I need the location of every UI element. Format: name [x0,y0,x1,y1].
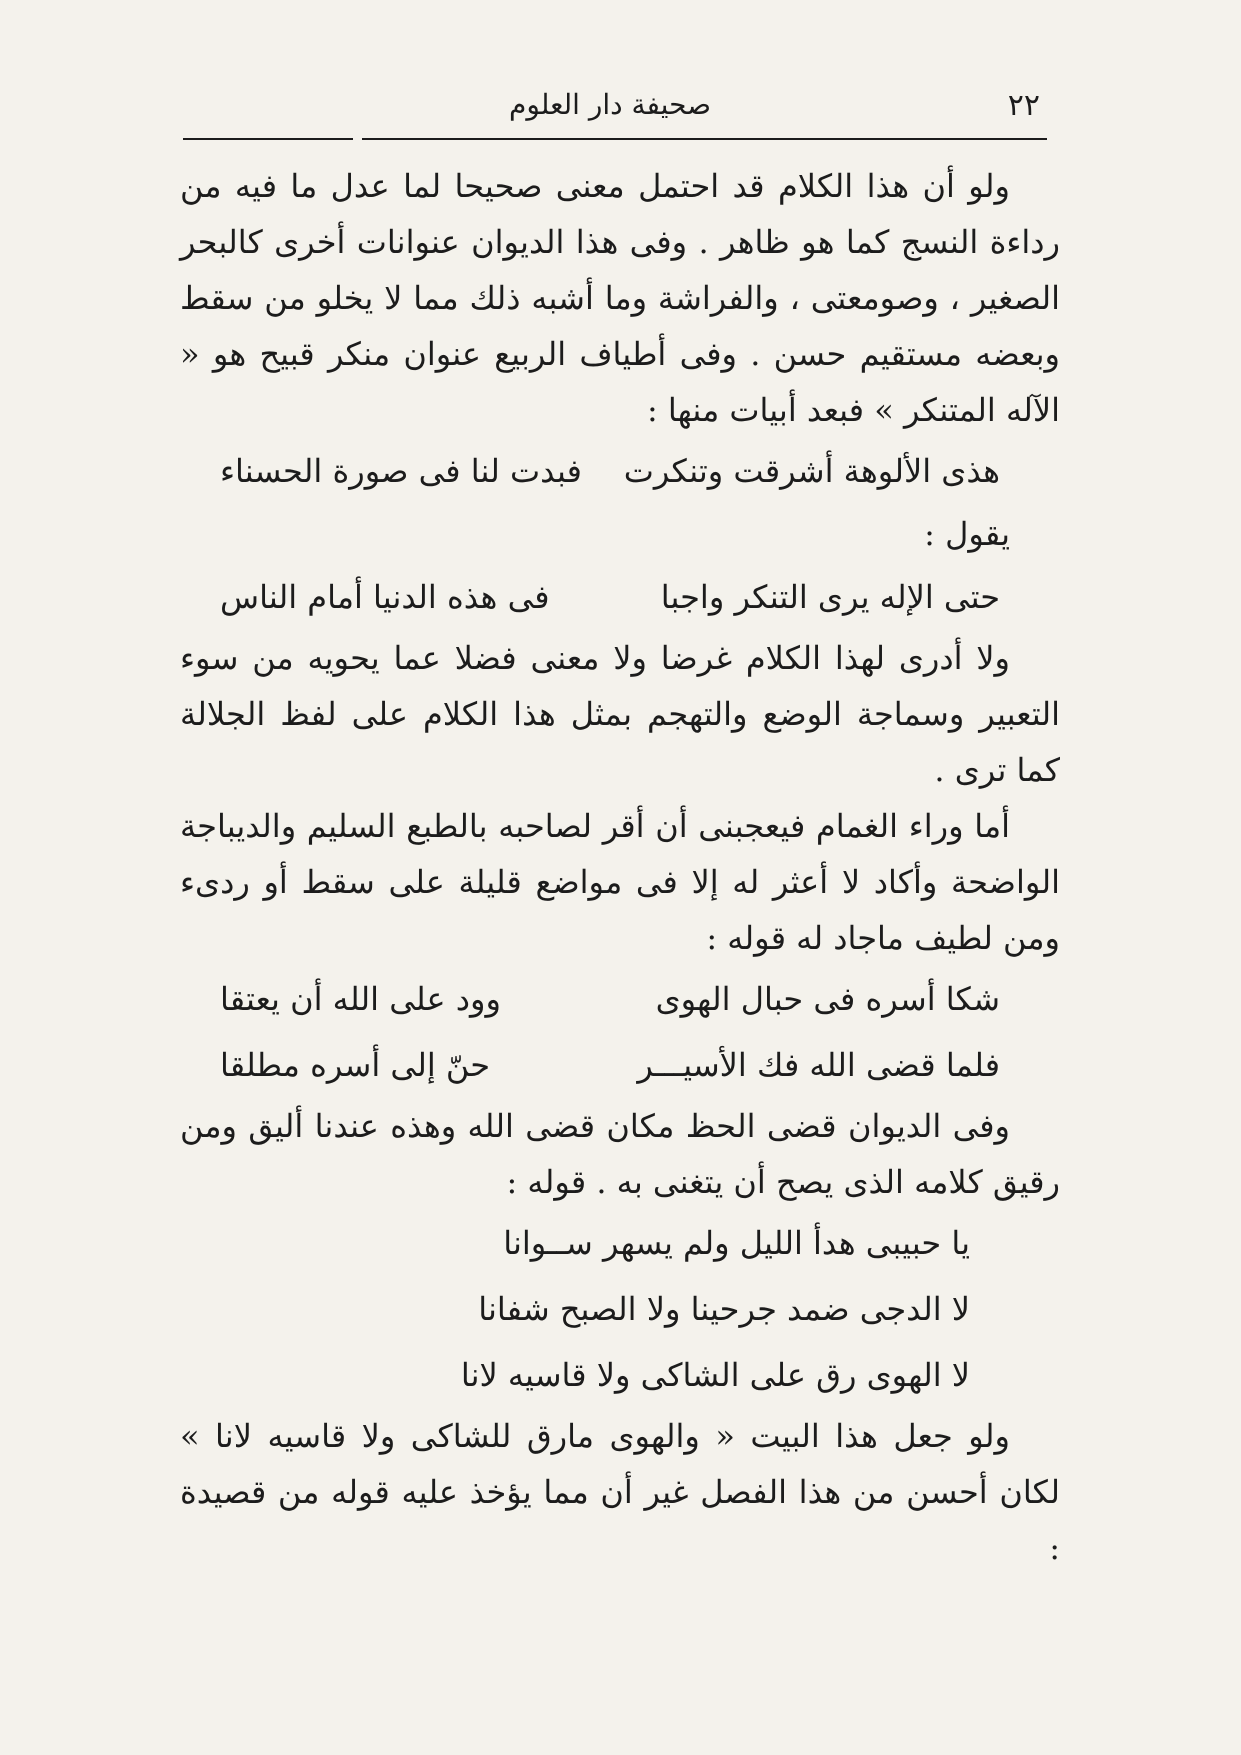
says-label: يقول : [924,515,1010,553]
verse-2 [180,564,1060,630]
verse-7 [180,1342,1060,1408]
header-rule-left [183,138,353,140]
verse-1 [180,438,1060,504]
verse-6-text: لا الدجى ضمد جرحينا ولا الصبح شفانا [478,1290,970,1328]
body-text [180,158,1060,1576]
verse-3-second-hemistich: وود على الله أن يعتقا [220,980,501,1018]
paragraph-2: ولا أدرى لهذا الكلام غرضا ولا معنى فضلا عما يحويه من سوء التعبير وسماجة الوضع والتهجم بمثل هذا الكلام على لفظ الجلالة كما ترى . [180,639,1060,789]
verse-4 [180,1032,1060,1098]
verse-7-text: لا الهوى رق على الشاكى ولا قاسيه لانا [460,1356,970,1394]
verse-2-first-hemistich: حتى الإله يرى التنكر واجبا [660,578,1000,616]
page-header [180,88,1040,128]
paragraph-4: وفى الديوان قضى الحظ مكان قضى الله وهذه عندنا أليق ومن رقيق كلامه الذى يصح أن يتغنى به . قوله : [180,1107,1060,1201]
verse-4-second-hemistich: حنّ إلى أسره مطلقا [220,1046,491,1084]
verse-1-first-hemistich: هذى الألوهة أشرقت وتنكرت [623,452,1000,490]
verse-2-second-hemistich: فى هذه الدنيا أمام الناس [220,578,550,616]
verse-4-first-hemistich: فلما قضى الله فك الأسيـــر [637,1046,1000,1084]
page-number: ٢٢ [1007,88,1040,123]
verse-1-second-hemistich: فبدت لنا فى صورة الحسناء [220,452,582,490]
verse-3-first-hemistich: شكا أسره فى حبال الهوى [655,980,1000,1018]
header-rule-right [362,138,1047,140]
verse-5 [180,1210,1060,1276]
verse-6 [180,1276,1060,1342]
verse-3 [180,966,1060,1032]
paragraph-1: ولو أن هذا الكلام قد احتمل معنى صحيحا لما عدل ما فيه من رداءة النسج كما هو ظاهر . وفى هذا الديوان عنوانات أخرى كالبحر الصغير ، وصومعتى ، والفراشة وما أشبه ذلك مما لا يخلو من سقط وبعضه مستقيم حسن . وفى أطياف الربيع عنوان منكر قبيح هو « الآله المتنكر » فبعد أبيات منها : [180,167,1060,429]
paragraph-3: أما وراء الغمام فيعجبنى أن أقر لصاحبه بالطبع السليم والديباجة الواضحة وأكاد لا أعثر له إلا فى مواضع قليلة على سقط أو ردىء ومن لطيف ماجاد له قوله : [180,807,1060,957]
verse-5-text: يا حبيبى هدأ الليل ولم يسهر ســوانا [503,1224,970,1262]
running-title: صحيفة دار العلوم [509,88,711,121]
paragraph-5: ولو جعل هذا البيت « والهوى مارق للشاكى ولا قاسيه لانا » لكان أحسن من هذا الفصل غير أن مما يؤخذ عليه قوله من قصيدة : [180,1417,1060,1567]
